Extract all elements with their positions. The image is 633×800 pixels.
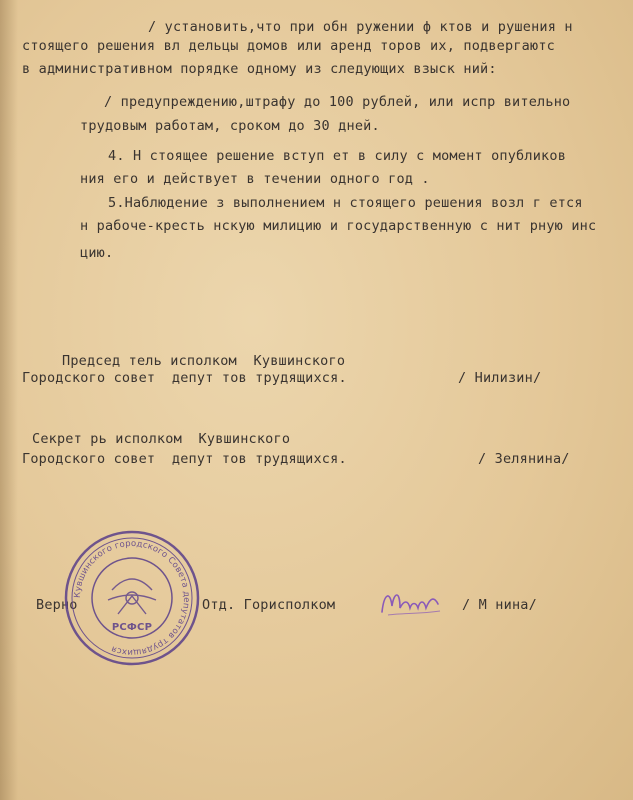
chairman-title-line-2: Городского совет депут тов трудящихся. [22, 370, 347, 386]
secretary-name: / Зелянина/ [478, 451, 570, 467]
decree-line-8: 5.Наблюдение з выполнением н стоящего решения возл г ется [108, 195, 583, 211]
certification-name: / М нина/ [462, 597, 537, 613]
decree-line-10: цию. [80, 245, 114, 261]
decree-line-2: стоящего решения вл дельцы домов или аренд торов их, подвергаютс [22, 38, 555, 54]
stamp-outer-text: Кувшинского городского Совета депутатов трудящихся [72, 538, 192, 658]
chairman-name: / Нилизин/ [458, 370, 542, 386]
stamp-emblem-icon [108, 579, 156, 614]
decree-line-6: 4. Н стоящее решение вступ ет в силу с момент опубликов [108, 148, 567, 164]
chairman-title-line-1: Председ тель исполком Кувшинского [62, 353, 346, 369]
secretary-title-line-2: Городского совет депут тов трудящихся. [22, 451, 347, 467]
certification-department: Отд. Горисполком [202, 597, 336, 613]
certification-verno: Верно [36, 597, 78, 613]
secretary-title-line-1: Секрет рь исполком Кувшинского [32, 431, 291, 447]
decree-line-9: н рабоче-кресть нскую милицию и государственную с нит рную инс [80, 218, 597, 234]
decree-line-1: / установить,что при обн ружении ф ктов и рушения н [148, 19, 573, 35]
decree-line-7: ния его и действует в течении одного год . [80, 171, 430, 187]
official-stamp [62, 528, 202, 668]
decree-line-3: в административном порядке одному из следующих взыск ний: [22, 61, 497, 77]
decree-line-4: / предупреждению,штрафу до 100 рублей, или испр вительно [104, 94, 571, 110]
handwritten-signature-icon [378, 586, 448, 620]
stamp-center-text: РСФСР [111, 622, 153, 633]
decree-line-5: трудовым работам, сроком до 30 дней. [80, 118, 380, 134]
